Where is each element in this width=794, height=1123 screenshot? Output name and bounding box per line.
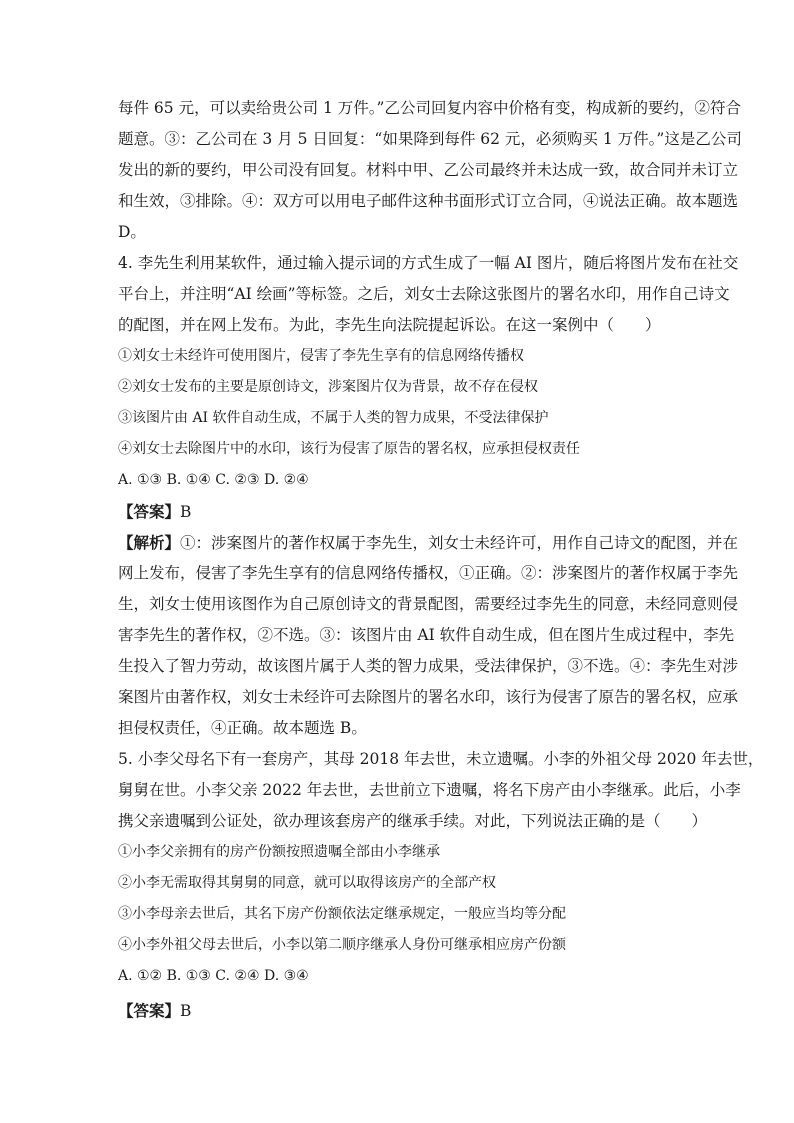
option-1: ①小李父亲拥有的房产份额按照遗嘱全部由小李继承	[118, 844, 440, 860]
option-1: ①刘女士未经许可使用图片，侵害了李先生享有的信息网络传播权	[118, 348, 524, 364]
question-5	[118, 744, 764, 1026]
answer-label: 【答案】	[118, 1001, 181, 1020]
option-3: ③小李母亲去世后，其名下房产份额依法定继承规定，一般应当均等分配	[118, 906, 566, 922]
text-line: 和生效，③排除。④：双方可以用电子邮件这种书面形式订立合同，④说法正确。故本题选	[118, 192, 739, 210]
analysis-line: 案图片由著作权，刘女士未经许可去除图片的署名水印，该行为侵害了原告的署名权，应承	[118, 688, 739, 706]
answer-row	[118, 995, 686, 1026]
answer-choices: A. ①② B. ①③ C. ②④ D. ③④	[118, 968, 309, 984]
analysis-line: 害李先生的著作权，②不选。③：该图片由 AI 软件自动生成，但在图片生成过程中，李先	[118, 626, 735, 644]
analysis-line: 生投入了智力劳动，故该图片属于人类的智力成果，受法律保护，③不选。④：李先生对涉	[118, 657, 739, 675]
answer-value: B	[180, 503, 192, 521]
text-line: D。	[118, 223, 146, 241]
text-line: 每件 65 元，可以卖给贵公司 1 万件。”乙公司回复内容中价格有变，构成新的要约，②符合	[118, 99, 741, 117]
question-stem-line: 舅舅在世。小李父亲 2022 年去世，去世前立下遗嘱，将名下房产由小李继承。此后，小李	[118, 781, 741, 799]
question-stem-line: 携父亲遗嘱到公证处，欲办理该套房产的继承手续。对此，下列说法正确的是（ ）	[118, 812, 708, 830]
document-page	[118, 93, 764, 1026]
answer-value: B	[180, 1002, 192, 1020]
analysis-text: ①：涉案图片的著作权属于李先生，刘女士未经许可，用作自己诗文的配图，并在	[180, 534, 739, 552]
option-2: ②小李无需取得其舅舅的同意，就可以取得该房产的全部产权	[118, 875, 496, 891]
answer-row	[118, 496, 686, 527]
analysis-line: 担侵权责任，④正确。故本题选 B。	[118, 719, 367, 737]
option-4: ④刘女士去除图片中的水印，该行为侵害了原告的署名权，应承担侵权责任	[118, 441, 580, 457]
analysis-line: 网上发布，侵害了李先生享有的信息网络传播权，①正确。②：涉案图片的著作权属于李先	[118, 564, 739, 582]
answer-choices: A. ①③ B. ①④ C. ②③ D. ②④	[118, 472, 309, 488]
text-line: 发出的新的要约，甲公司没有回复。材料中甲、乙公司最终并未达成一致，故合同并未订立	[118, 161, 739, 179]
option-2: ②刘女士发布的主要是原创诗文，涉案图片仅为背景，故不存在侵权	[118, 379, 538, 395]
q3-analysis-tail	[118, 93, 742, 248]
question-stem-line: 平台上，并注明“AI 绘画”等标签。之后，刘女士去除这张图片的署名水印，用作自己诗文	[118, 285, 730, 303]
option-3: ③该图片由 AI 软件自动生成，不属于人类的智力成果，不受法律保护	[118, 410, 549, 426]
question-4	[118, 248, 739, 744]
text-line: 题意。③：乙公司在 3 月 5 日回复：“如果降到每件 62 元，必须购买 1 万件。”这是乙公司	[118, 130, 742, 148]
question-stem-line: 5. 小李父母名下有一套房产，其母 2018 年去世，未立遗嘱。小李的外祖父母 2020 年去世，	[118, 750, 764, 768]
analysis-line: 生，刘女士使用该图作为自己原创诗文的背景配图，需要经过李先生的同意，未经同意则侵	[118, 595, 739, 613]
option-4: ④小李外祖父母去世后，小李以第二顺序继承人身份可继承相应房产份额	[118, 937, 566, 953]
question-stem-line: 的配图，并在网上发布。为此，李先生向法院提起诉讼。在这一案例中（ ）	[118, 316, 661, 334]
answer-label: 【答案】	[118, 502, 181, 521]
question-stem-line: 4. 李先生利用某软件，通过输入提示词的方式生成了一幅 AI 图片，随后将图片发布在社交	[118, 254, 739, 272]
analysis-label: 【解析】	[118, 533, 181, 552]
analysis-line	[118, 527, 739, 558]
